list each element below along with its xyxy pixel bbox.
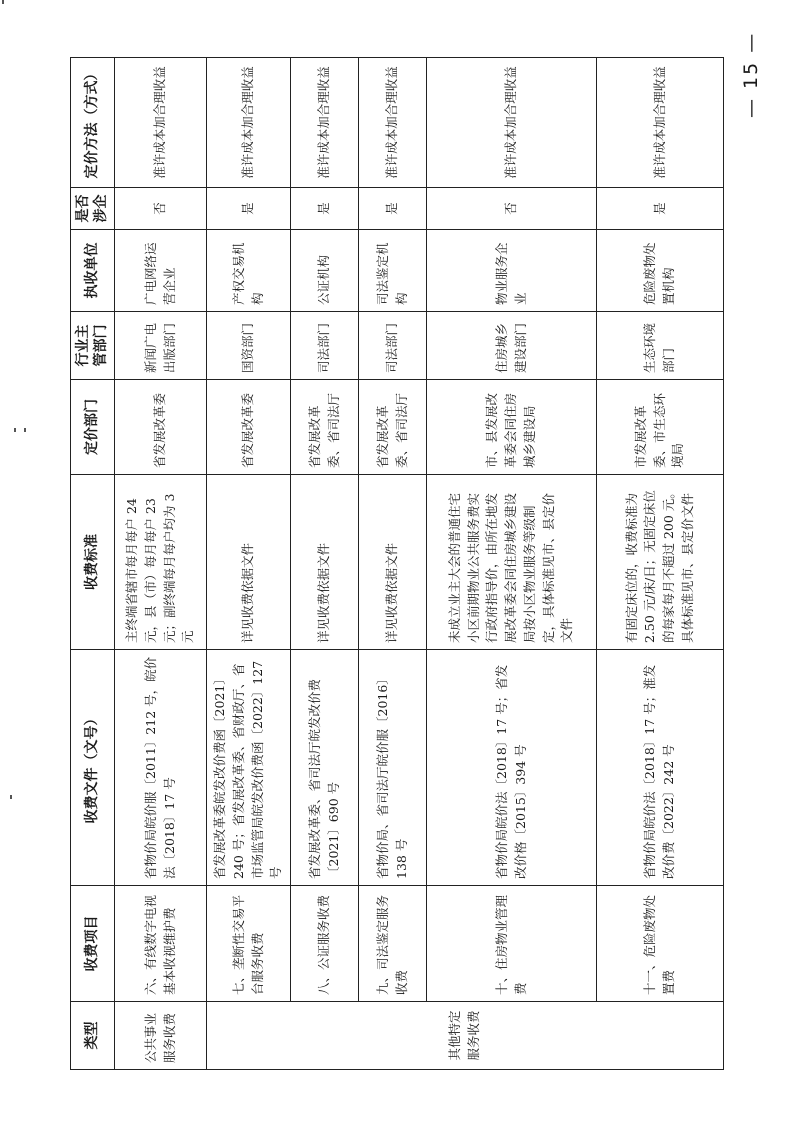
cell-collector: 公证机构 (291, 230, 359, 312)
header-item: 收费项目 (71, 886, 115, 1002)
cell-method: 准许成本加合理收益 (207, 58, 291, 188)
scan-speck (2, 0, 4, 4)
cell-pricing-dept: 省发展改革委 (115, 380, 207, 475)
cell-industry-dept: 住房城乡建设部门 (427, 312, 597, 380)
cell-industry-dept: 新闻广电出版部门 (115, 312, 207, 380)
cell-method: 准许成本加合理收益 (597, 58, 724, 188)
cell-method: 准许成本加合理收益 (359, 58, 427, 188)
cell-collector: 产权交易机构 (207, 230, 291, 312)
header-collector: 执收单位 (71, 230, 115, 312)
cell-pricing-dept: 省发展改革委 (207, 380, 291, 475)
cell-pricing-dept: 市发展改革委、市生态环境局 (597, 380, 724, 475)
header-pricing-dept: 定价部门 (71, 380, 115, 475)
cell-enterprise: 是 (207, 188, 291, 230)
cell-industry-dept: 司法部门 (359, 312, 427, 380)
cell-industry-dept: 司法部门 (291, 312, 359, 380)
cell-enterprise: 是 (359, 188, 427, 230)
table-row (291, 58, 359, 1070)
header-standard: 收费标准 (71, 475, 115, 650)
table-row (597, 58, 724, 1070)
header-method: 定价方法（方式） (71, 58, 115, 188)
cell-collector: 司法鉴定机构 (359, 230, 427, 312)
cell-item: 六、有线数字电视基本收视维护费 (115, 886, 207, 1002)
header-document: 收费文件（文号） (71, 650, 115, 886)
cell-document: 省物价局皖价服〔2011〕212 号，皖价法〔2018〕17 号 (115, 650, 207, 886)
cell-document: 省发展改革委、省司法厅皖发改价费〔2021〕690 号 (291, 650, 359, 886)
cell-pricing-dept: 省发展改革委、省司法厅 (291, 380, 359, 475)
cell-pricing-dept: 省发展改革委、省司法厅 (359, 380, 427, 475)
category-other: 其他特定服务收费 (207, 1002, 724, 1070)
fee-table (70, 57, 724, 1070)
category-public: 公共事业服务收费 (115, 1002, 207, 1070)
cell-method: 准许成本加合理收益 (291, 58, 359, 188)
cell-standard: 详见收费依据文件 (207, 475, 291, 650)
cell-item: 七、垄断性交易平台服务收费 (207, 886, 291, 1002)
scan-speck (14, 428, 16, 432)
cell-standard: 详见收费依据文件 (359, 475, 427, 650)
cell-document: 省物价局、省司法厅皖价服〔2016〕138 号 (359, 650, 427, 886)
cell-enterprise: 否 (427, 188, 597, 230)
cell-item: 八、公证服务收费 (291, 886, 359, 1002)
cell-enterprise: 否 (115, 188, 207, 230)
cell-collector: 危险废物处置机构 (597, 230, 724, 312)
cell-enterprise: 是 (597, 188, 724, 230)
cell-item: 十、住房物业管理费 (427, 886, 597, 1002)
page-number: — 15 — (740, 31, 762, 118)
cell-collector: 物业服务企业 (427, 230, 597, 312)
header-category: 类型 (71, 1002, 115, 1070)
cell-method: 准许成本加合理收益 (427, 58, 597, 188)
table-header-row (71, 58, 115, 1070)
cell-document: 省物价局皖价法〔2018〕17 号；淮发改价费〔2022〕242 号 (597, 650, 724, 886)
cell-collector: 广电网络运营企业 (115, 230, 207, 312)
cell-industry-dept: 国资部门 (207, 312, 291, 380)
cell-standard: 有固定床位的，收费标准为 2.50 元/床/日；无固定床位的每家每月不超过 200 元。具体标准见市、县定价文件 (597, 475, 724, 650)
cell-standard: 详见收费依据文件 (291, 475, 359, 650)
header-industry-dept: 行业主管部门 (71, 312, 115, 380)
table-row (359, 58, 427, 1070)
scan-speck (24, 428, 26, 432)
table-row (427, 58, 597, 1070)
cell-standard: 主终端省辖市每月每户 24 元，县（市）每月每户 23 元；副终端每月每户均为 3 元 (115, 475, 207, 650)
scan-speck (10, 795, 12, 799)
header-enterprise: 是否涉企 (71, 188, 115, 230)
cell-item: 九、司法鉴定服务收费 (359, 886, 427, 1002)
cell-document: 省发展改革委皖发改价费函〔2021〕240 号；省发展改革委、省财政厅、省市场监管局皖发改价费函〔2022〕127 号 (207, 650, 291, 886)
table-row (207, 58, 291, 1070)
cell-item: 十一、危险废物处置费 (597, 886, 724, 1002)
cell-enterprise: 是 (291, 188, 359, 230)
cell-document: 省物价局皖价法〔2018〕17 号；省发改价格〔2015〕394 号 (427, 650, 597, 886)
cell-industry-dept: 生态环境部门 (597, 312, 724, 380)
cell-method: 准许成本加合理收益 (115, 58, 207, 188)
cell-standard: 未成立业主大会的普通住宅小区前期物业公共服务费实行政府指导价，由所在地发展改革委会同住房城乡建设局按小区物业服务等级制定，具体标准见市、县定价文件 (427, 475, 597, 650)
table-row (115, 58, 207, 1070)
cell-pricing-dept: 市、县发展改革委会同住房城乡建设局 (427, 380, 597, 475)
